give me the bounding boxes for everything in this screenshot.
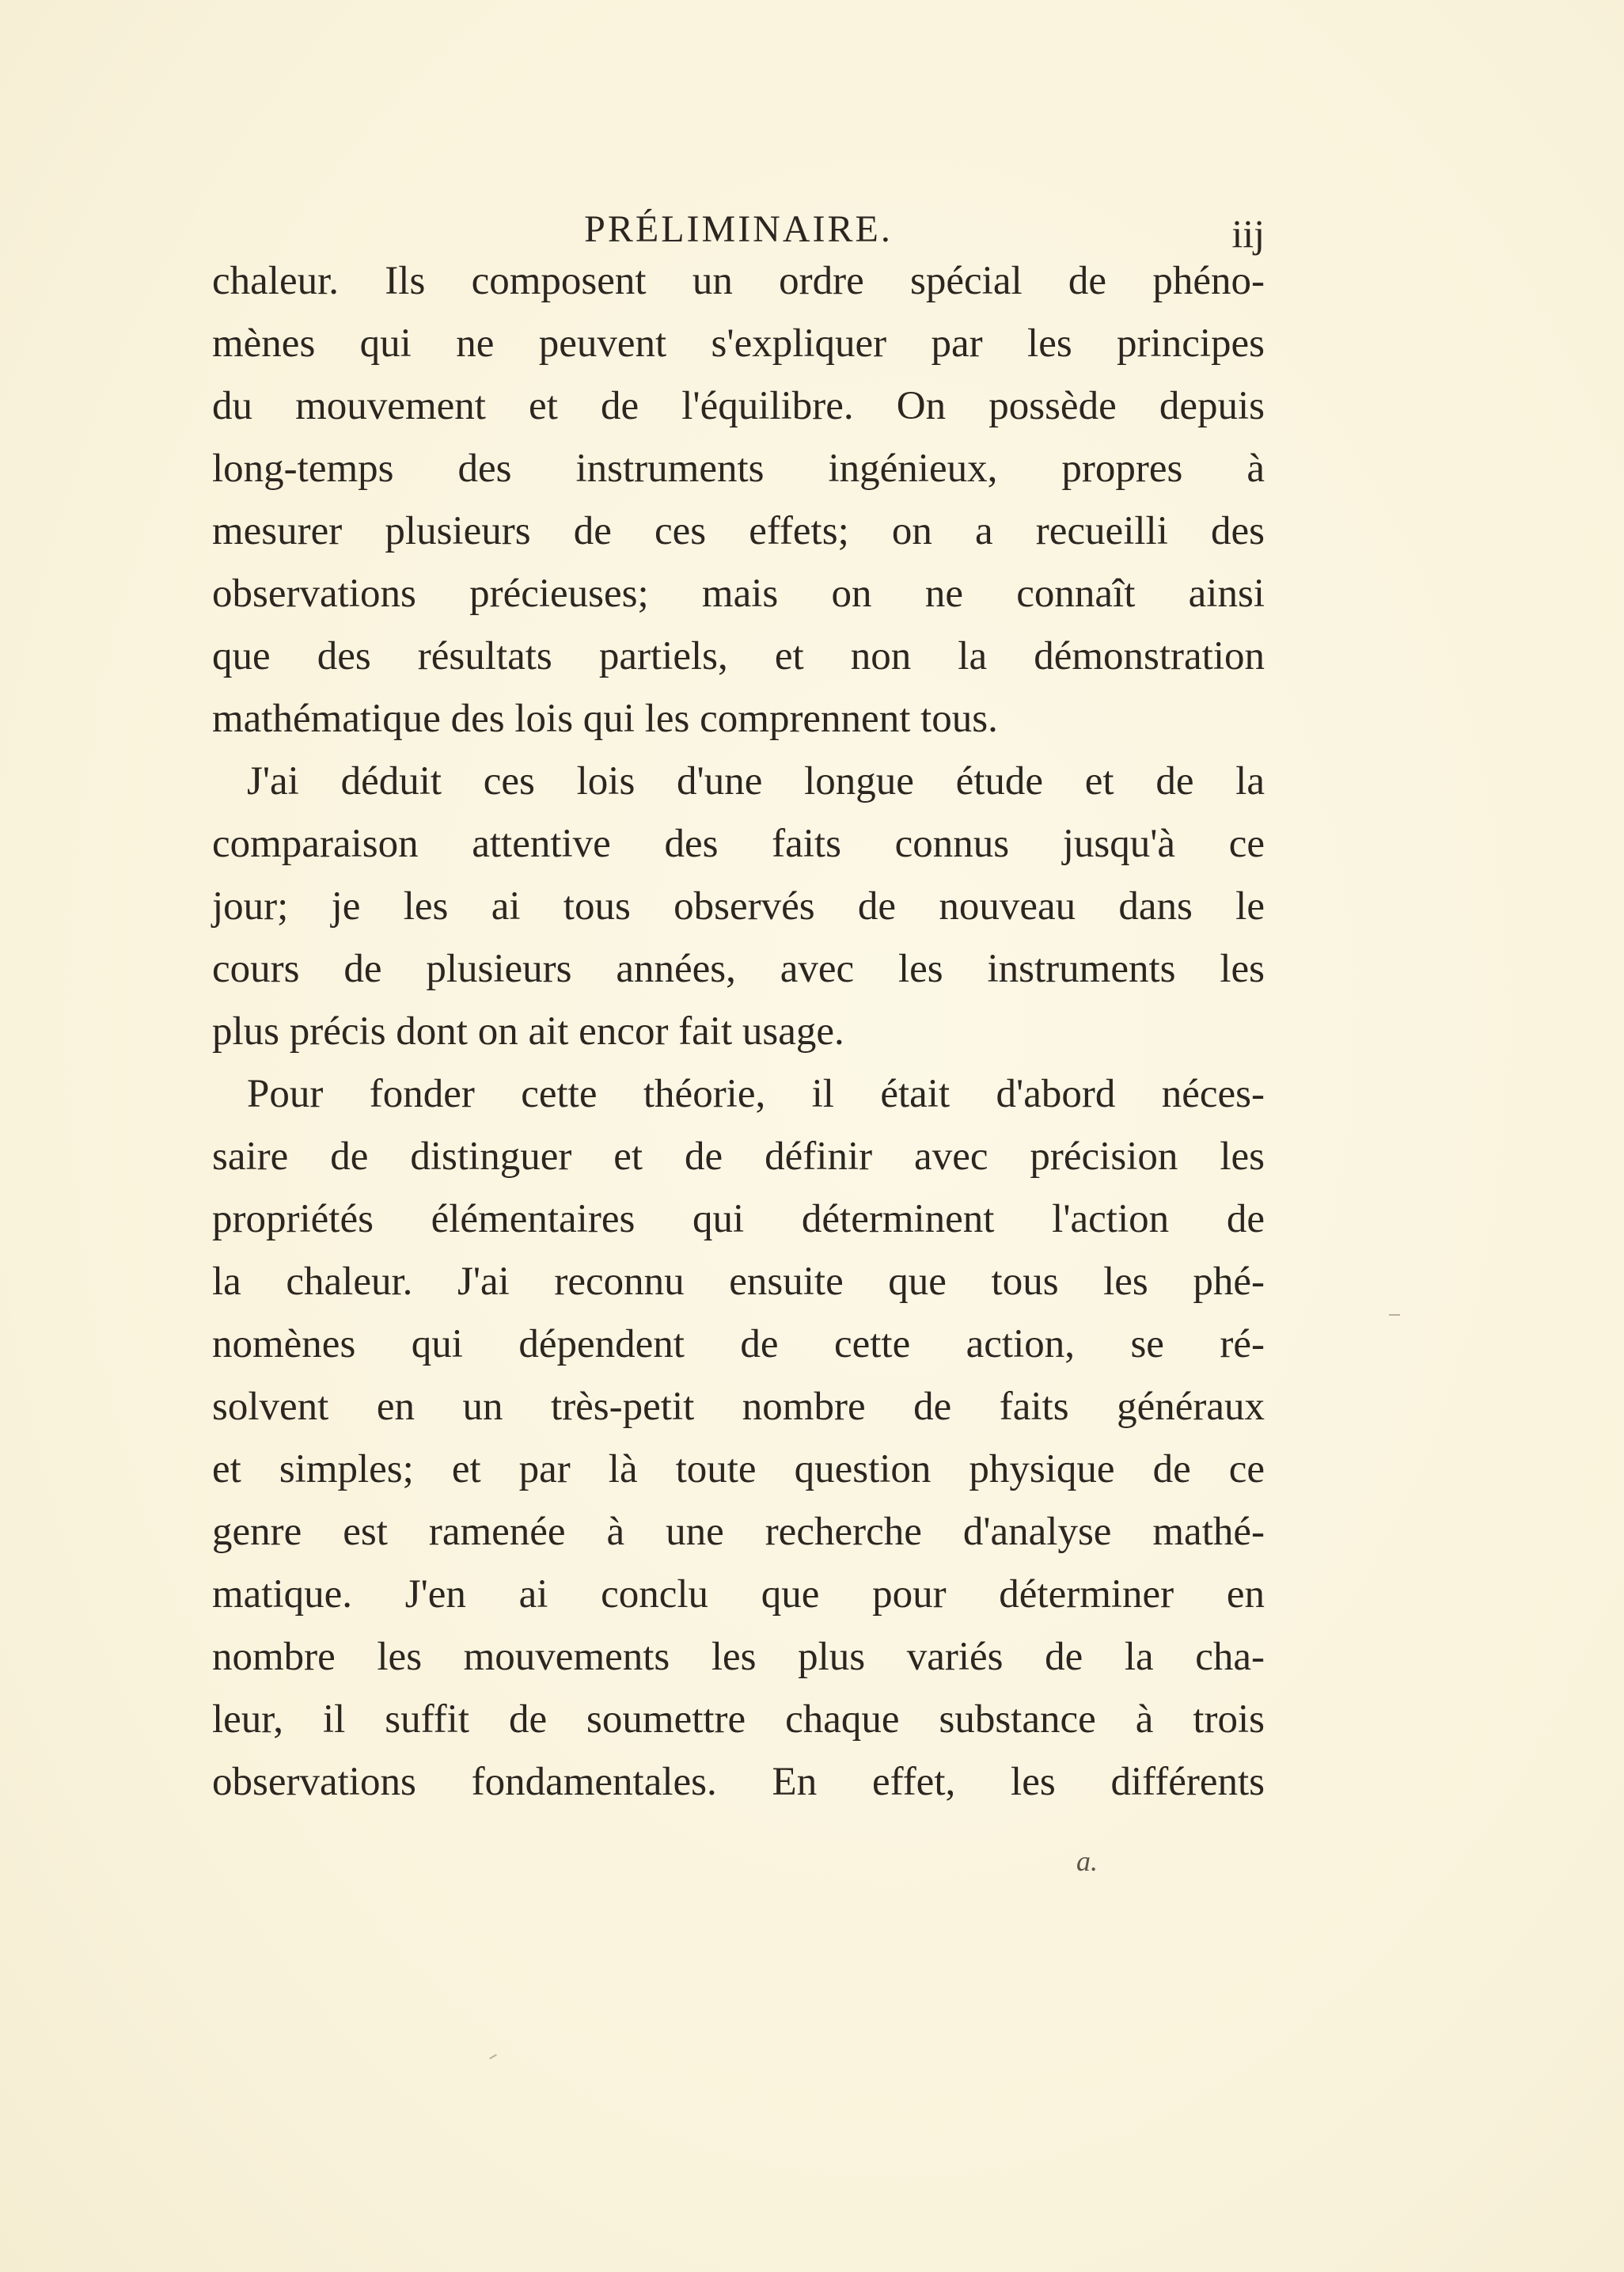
text-line: mathématique des lois qui les comprennent tous. <box>212 697 998 741</box>
body-text <box>212 250 1265 1814</box>
text-line: la chaleur. J'ai reconnu ensuite que tous les phé- <box>212 1259 1265 1304</box>
text-line: leur, il suffit de soumettre chaque substance à trois <box>212 1697 1265 1742</box>
running-head: PRÉLIMINAIRE. <box>584 208 893 250</box>
text-line: observations fondamentales. En effet, les différents <box>212 1760 1265 1804</box>
text-line: Pour fonder cette théorie, il était d'abord néces- <box>247 1072 1265 1116</box>
text-line: J'ai déduit ces lois d'une longue étude et de la <box>247 759 1265 804</box>
text-line: solvent en un très-petit nombre de faits généraux <box>212 1385 1265 1429</box>
text-line: propriétés élémentaires qui déterminent l'action de <box>212 1197 1265 1241</box>
paper-speck <box>1389 1314 1400 1316</box>
text-line: plus précis dont on ait encor fait usage. <box>212 1009 844 1054</box>
text-line: jour; je les ai tous observés de nouveau dans le <box>212 884 1265 929</box>
text-line: long-temps des instruments ingénieux, propres à <box>212 446 1265 491</box>
text-line: du mouvement et de l'équilibre. On possède depuis <box>212 384 1265 428</box>
text-line: mesurer plusieurs de ces effets; on a recueilli des <box>212 509 1265 553</box>
text-line: comparaison attentive des faits connus jusqu'à ce <box>212 822 1265 866</box>
text-line: nombre les mouvements les plus variés de la cha- <box>212 1635 1265 1679</box>
text-line: nomènes qui dépendent de cette action, se ré- <box>212 1322 1265 1366</box>
text-line: que des résultats partiels, et non la démonstration <box>212 634 1265 678</box>
text-line: genre est ramenée à une recherche d'analyse mathé- <box>212 1510 1265 1554</box>
text-line: mènes qui ne peuvent s'expliquer par les principes <box>212 321 1265 366</box>
paper-speck <box>489 2054 497 2060</box>
text-line: matique. J'en ai conclu que pour déterminer en <box>212 1572 1265 1617</box>
text-line: cours de plusieurs années, avec les instruments les <box>212 947 1265 991</box>
signature-mark: a. <box>1076 1845 1098 1877</box>
text-line: observations précieuses; mais on ne connaît ainsi <box>212 572 1265 616</box>
text-line: saire de distinguer et de définir avec précision les <box>212 1134 1265 1179</box>
text-line: chaleur. Ils composent un ordre spécial de phéno- <box>212 259 1265 303</box>
text-line: et simples; et par là toute question physique de ce <box>212 1447 1265 1491</box>
page-number: iij <box>1231 211 1265 256</box>
